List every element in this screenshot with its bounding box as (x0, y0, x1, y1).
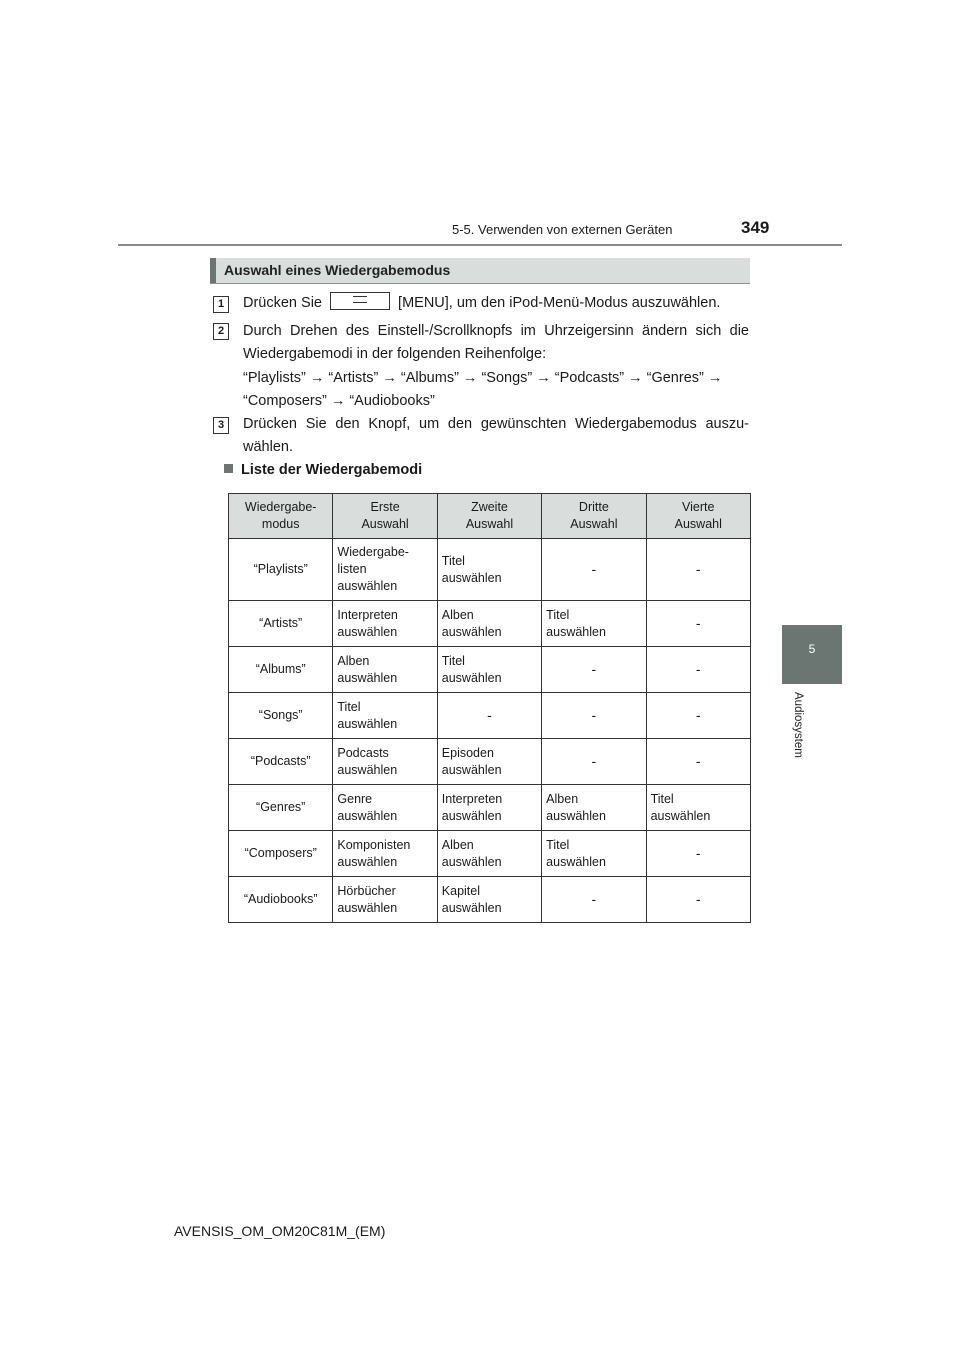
heading-accent (210, 258, 216, 283)
step-1-before: Drücken Sie (243, 295, 322, 311)
step-1-after: [MENU], um den iPod-Menü-Modus auszuwählen. (398, 295, 721, 311)
chapter-number: 5 (808, 642, 816, 656)
selection-cell: - (542, 647, 646, 693)
selection-cell: Alben auswählen (437, 601, 541, 647)
step-2-text: Durch Drehen des Einstell-/Scrollknopfs im Uhrzeigersinn ändern sich die Wiedergabemodi in der folgenden Reihenfolge: (243, 323, 749, 362)
section-heading-bar (210, 258, 750, 284)
mode-name-cell: “Genres” (229, 785, 333, 831)
mode-name-cell: “Composers” (229, 831, 333, 877)
selection-cell: Alben auswählen (542, 785, 646, 831)
mode-name-cell: “Artists” (229, 601, 333, 647)
table-row (229, 539, 751, 601)
selection-cell: Kapitel auswählen (437, 877, 541, 923)
header-rule (118, 244, 842, 246)
table-subheading (224, 462, 422, 478)
selection-cell: Titel auswählen (333, 693, 437, 739)
page-number: 349 (741, 218, 770, 237)
menu-button-icon (330, 292, 390, 310)
selection-cell: Titel auswählen (542, 601, 646, 647)
step-1-text (243, 292, 749, 315)
mode-sequence: “Playlists” → “Artists” → “Albums” → “Songs” → “Podcasts” → “Genres” → “Composers” → “Audiobooks” (243, 370, 723, 409)
column-header: Zweite Auswahl (437, 494, 541, 539)
step-number-1: 1 (213, 296, 229, 313)
selection-cell: Alben auswählen (333, 647, 437, 693)
mode-name-cell: “Albums” (229, 647, 333, 693)
mode-name-cell: “Songs” (229, 693, 333, 739)
column-header: Dritte Auswahl (542, 494, 646, 539)
selection-cell: Podcasts auswählen (333, 739, 437, 785)
step-number-2: 2 (213, 323, 229, 340)
selection-cell: Genre auswählen (333, 785, 437, 831)
selection-cell: - (437, 693, 541, 739)
selection-cell: - (542, 693, 646, 739)
table-header-row (229, 494, 751, 539)
mode-name-cell: “Audiobooks” (229, 877, 333, 923)
document-code: AVENSIS_OM_OM20C81M_(EM) (174, 1223, 386, 1239)
table-row (229, 831, 751, 877)
mode-name-cell: “Playlists” (229, 539, 333, 601)
section-breadcrumb: 5-5. Verwenden von externen Geräten (452, 222, 673, 237)
table-row (229, 877, 751, 923)
selection-cell: Interpreten auswählen (333, 601, 437, 647)
selection-cell: - (646, 877, 750, 923)
selection-cell: - (646, 647, 750, 693)
selection-cell: Interpreten auswählen (437, 785, 541, 831)
playback-mode-table (228, 493, 751, 923)
table-row (229, 739, 751, 785)
step-3-text: Drücken Sie den Knopf, um den gewünschten Wiedergabemodus auszuwählen. (243, 416, 749, 455)
selection-cell: - (542, 877, 646, 923)
selection-cell: - (542, 539, 646, 601)
selection-cell: Wiedergabe- listen auswählen (333, 539, 437, 601)
chapter-tab[interactable] (782, 625, 842, 684)
selection-cell: - (646, 831, 750, 877)
table-row (229, 647, 751, 693)
column-header: Vierte Auswahl (646, 494, 750, 539)
selection-cell: Titel auswählen (646, 785, 750, 831)
selection-cell: Titel auswählen (437, 647, 541, 693)
step-number-3: 3 (213, 417, 229, 434)
chapter-label: Audiosystem (792, 692, 804, 758)
table-row (229, 693, 751, 739)
selection-cell: Titel auswählen (542, 831, 646, 877)
mode-name-cell: “Podcasts” (229, 739, 333, 785)
selection-cell: - (646, 539, 750, 601)
selection-cell: - (646, 693, 750, 739)
selection-cell: Komponisten auswählen (333, 831, 437, 877)
selection-cell: Episoden auswählen (437, 739, 541, 785)
column-header: Wiedergabe- modus (229, 494, 333, 539)
section-heading: Auswahl eines Wiedergabemodus (224, 262, 451, 278)
square-bullet-icon (224, 464, 233, 473)
subheading-text: Liste der Wiedergabemodi (241, 462, 423, 478)
selection-cell: - (542, 739, 646, 785)
table-body (229, 539, 751, 923)
column-header: Erste Auswahl (333, 494, 437, 539)
table-row (229, 601, 751, 647)
table-row (229, 785, 751, 831)
selection-cell: Hörbücher auswählen (333, 877, 437, 923)
selection-cell: - (646, 601, 750, 647)
selection-cell: Titel auswählen (437, 539, 541, 601)
selection-cell: Alben auswählen (437, 831, 541, 877)
selection-cell: - (646, 739, 750, 785)
